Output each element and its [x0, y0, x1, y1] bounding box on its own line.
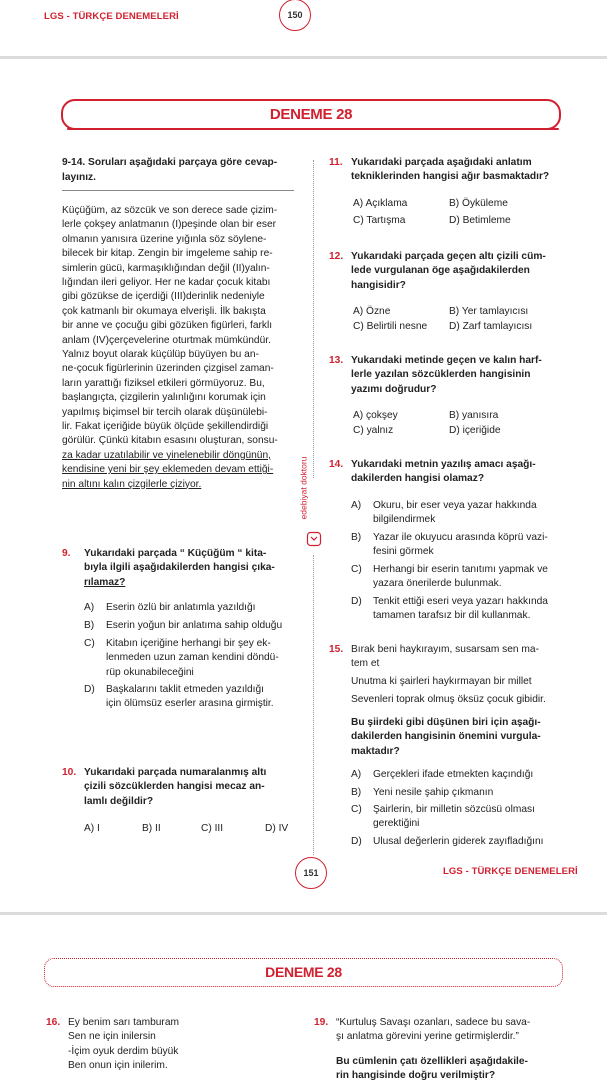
question-stem-line: Yukarıdaki metinde geçen ve kalın harf- [351, 355, 542, 366]
question-stem-line: Yukarıdaki parçada numaralanmış altı [84, 767, 267, 778]
series-label-top: LGS - TÜRKÇE DENEMELERİ [44, 11, 179, 22]
passage-line: Küçüğüm, az sözcük ve son derece sade çizim- [62, 205, 278, 216]
passage-line: simlerin gücü, karmaşıklığından değil (II)yalın- [62, 262, 270, 274]
option-text[interactable]: Okuru, bir eser veya yazar hakkında [373, 500, 537, 511]
option-text: lenmeden uzun zaman kendini döndü- [106, 652, 279, 664]
question-stem-line: Bu şiirdeki gibi düşünen biri için aşağı- [351, 717, 541, 728]
question-stem-line: Bu cümlenin çatı özellikleri aşağıdakile- [336, 1056, 528, 1067]
watermark [298, 453, 326, 549]
passage-heading-line1: 9-14. Soruları aşağıdaki parçaya göre cevap- [62, 157, 278, 168]
poem-line: Ben onun için inilerim. [68, 1060, 168, 1072]
passage-line: çok katmanlı bir okumaya elverişli. İlk bakışta [62, 305, 266, 317]
option-c[interactable]: C) Belirtili nesne [353, 320, 428, 332]
option-letter[interactable]: D) [84, 684, 95, 695]
option-letter[interactable]: D) [351, 836, 362, 847]
poem-line: -İçim oyuk derdim büyük [68, 1045, 179, 1057]
passage-line: başlangıçta, çizgilerin yalınlığını korumak için [62, 392, 266, 404]
passage-line: olmanın yanısıra üzerine yığınla söz söylene- [62, 233, 267, 245]
quote-line: “Kurtuluş Savaşı ozanları, sadece bu sava- [336, 1017, 531, 1028]
question-number: 9. [62, 548, 71, 559]
passage-heading-rule [62, 190, 294, 191]
question-number: 19. [314, 1017, 329, 1028]
passage-line: gibi gözükse de içerdiği (III)derinlik nedeniyle [62, 291, 265, 303]
option-text[interactable]: Herhangi bir eserin tanıtımı yapmak ve [373, 564, 548, 575]
question-stem-line: lerle yazılan sözcüklerden hangisinin [351, 369, 531, 381]
option-text: için ölümsüz eserler arasına girmiştir. [106, 698, 274, 710]
option-a[interactable]: A) I [84, 823, 100, 834]
option-letter[interactable]: C) [351, 564, 362, 575]
option-c[interactable]: C) yalnız [353, 425, 394, 436]
passage-line: lir. Fakat içeriğide büyük ölçüde şekillendirdiği [62, 421, 269, 432]
option-text: rüp okunabileceğini [106, 666, 194, 678]
next-exam-title: DENEME 28 [265, 964, 342, 980]
quote-line: şı anlatma görevini yerine getirmişlerdir.” [336, 1031, 519, 1043]
poem-line: Sen ne için inilersin [68, 1031, 156, 1043]
passage-line: yapılmış biçimsel bir tercih olarak düşünülebi- [62, 406, 268, 418]
option-text[interactable]: Ulusal değerlerin giderek zayıfladığını [373, 836, 544, 847]
option-b[interactable]: B) yanısıra [449, 410, 499, 421]
question-stem-line: Yukarıdaki parçada geçen altı çizili cüm- [351, 251, 546, 262]
page-separator-top [0, 56, 607, 59]
poem-line: Unutma ki şairleri haykırmayan bir millet [351, 676, 532, 687]
option-b[interactable]: B) Öyküleme [449, 198, 508, 209]
option-text: yazara önerilerde bulunmak. [373, 578, 502, 590]
passage-line: bilecek bir kitap. Zengin bir imgeleme sahip re- [62, 248, 273, 260]
question-stem-line: bıyla ilgili aşağıdakilerden hangisi çıka- [84, 562, 275, 574]
passage-line: görülür. Çünkü kitabın esasını oluşturan, sonsu- [62, 435, 278, 447]
question-stem-line: yazımı doğrudur? [351, 383, 437, 395]
question-number: 12. [329, 251, 344, 262]
option-text[interactable]: Eserin özlü bir anlatımla yazıldığı [106, 602, 256, 613]
passage-line-underlined: za kadar uzatılabilir ve yinelenebilir döngünün, [62, 449, 271, 461]
question-stem-line: dakilerden hangisi olamaz? [351, 473, 485, 485]
question-stem-line: maktadır? [351, 745, 400, 757]
option-text: bilgilendirmek [373, 514, 436, 526]
poem-line: tem et [351, 658, 380, 670]
option-letter[interactable]: A) [351, 769, 362, 780]
passage-line: lığından ileri geliyor. Her ne kadar çocuk kitabı [62, 277, 271, 288]
question-number: 15. [329, 644, 344, 655]
option-text: tamamen tarafsız bir dil kullanmak. [373, 610, 531, 622]
option-b[interactable]: B) II [142, 823, 161, 834]
poem-line: Ey benim sarı tamburam [68, 1017, 179, 1028]
question-stem-line: Yukarıdaki parçada aşağıdaki anlatım [351, 157, 532, 168]
page-separator-bottom [0, 912, 607, 915]
option-a[interactable]: A) Açıklama [353, 198, 408, 209]
question-stem-line: lede vurgulanan öge aşağıdakilerden [351, 265, 530, 277]
option-b[interactable]: B) Yer tamlayıcısı [449, 306, 529, 317]
column-divider [313, 555, 314, 855]
passage-line: ne-çocuk figürlerinin üzerinden çizgisel zaman- [62, 363, 274, 375]
page-number-top: 150 [279, 0, 311, 31]
option-d[interactable]: D) içeriğide [449, 425, 501, 436]
option-d[interactable]: D) Betimleme [449, 215, 511, 226]
watermark-text: edebiyat doktoru [298, 456, 309, 520]
next-exam-title-banner [44, 958, 563, 987]
option-d[interactable]: D) Zarf tamlayıcısı [449, 320, 533, 332]
question-stem-line: dakilerden hangisinin önemini vurgula- [351, 731, 541, 743]
option-text: fesini görmek [373, 546, 434, 558]
question-number: 10. [62, 767, 77, 778]
option-text[interactable]: Tenkit ettiği eseri veya yazarı hakkında [373, 596, 548, 607]
option-letter[interactable]: B) [351, 532, 362, 543]
passage-line-underlined: nin altını kalın çizgilerle çiziyor. [62, 478, 202, 490]
question-stem-line: lamlı değildir? [84, 795, 154, 807]
passage-line: Yalnız boyut olarak küçülüp büyüyen bu an- [62, 349, 259, 360]
column-divider [313, 160, 314, 478]
passage-line-underlined: kendisine yeni bir şey eklemeden devam ettiği- [62, 464, 274, 476]
watermark-logo-icon [306, 531, 322, 547]
option-letter[interactable]: D) [351, 596, 362, 607]
series-label-bottom: LGS - TÜRKÇE DENEMELERİ [443, 866, 578, 877]
question-stem-line: hangisidir? [351, 279, 406, 291]
option-text[interactable]: Şairlerin, bir milletin sözcüsü olması [373, 804, 535, 815]
poem-line: Bırak beni haykırayım, susarsam sen ma- [351, 644, 539, 655]
option-letter[interactable]: A) [351, 500, 362, 511]
option-letter[interactable]: C) [84, 638, 95, 649]
option-text[interactable]: Kitabın içeriğine herhangi bir şey ek- [106, 638, 271, 649]
option-text[interactable]: Eserin yoğun bir anlatıma sahip olduğu [106, 620, 283, 631]
option-letter[interactable]: A) [84, 602, 95, 613]
option-a[interactable]: A) çokşey [353, 410, 398, 421]
question-stem-line: Yukarıdaki metnin yazılış amacı aşağı- [351, 459, 536, 470]
option-c[interactable]: C) Tartışma [353, 215, 406, 226]
question-number: 16. [46, 1017, 61, 1028]
option-letter[interactable]: B) [84, 620, 95, 631]
passage-line: lerle çokşey anlatmanın (I)peşinde olan bir eser [62, 219, 277, 231]
question-number: 13. [329, 355, 344, 366]
banner-shadow [67, 128, 559, 130]
passage-line: anlam (IV)çerçevelerine oturtmak mümkündür. [62, 334, 271, 346]
option-d[interactable]: D) IV [265, 823, 289, 834]
question-number: 14. [329, 459, 344, 470]
poem-line: Sevenleri toprak olmuş öksüz çocuk gibidir. [351, 694, 546, 705]
passage-line: ların yarattığı fiziksel etkileri görmüyoruz. Bu, [62, 377, 265, 389]
exam-title-banner [61, 99, 561, 130]
question-stem-line: rılamaz? [84, 576, 126, 588]
question-number: 11. [329, 157, 343, 168]
option-text: gerektiğini [373, 818, 420, 830]
option-text[interactable]: Yazar ile okuyucu arasında köprü vazi- [373, 532, 548, 543]
passage-heading-line2: layınız. [62, 171, 96, 183]
option-letter[interactable]: B) [351, 787, 362, 798]
option-text[interactable]: Gerçekleri ifade etmekten kaçındığı [373, 769, 534, 780]
option-c[interactable]: C) III [201, 823, 224, 834]
exam-title: DENEME 28 [269, 106, 353, 123]
question-stem-line: Yukarıdaki parçada “ Küçüğüm “ kita- [84, 548, 267, 559]
passage-line: bir anne ve çocuğu gibi gözüken figürleri, farklı [62, 320, 273, 332]
question-stem-line: çizili sözcüklerden hangisi mecaz an- [84, 781, 265, 793]
option-letter[interactable]: C) [351, 804, 362, 815]
page-number: 151 [295, 857, 327, 889]
option-text[interactable]: Başkalarını taklit etmeden yazıldığı [106, 684, 264, 695]
option-text[interactable]: Yeni nesile şahip çıkmanın [373, 787, 494, 798]
question-stem-line: tekniklerinden hangisi ağır basmaktadır? [351, 171, 550, 183]
question-stem-line: rin hangisinde doğru verilmiştir? [336, 1070, 496, 1082]
option-a[interactable]: A) Özne [353, 306, 391, 317]
